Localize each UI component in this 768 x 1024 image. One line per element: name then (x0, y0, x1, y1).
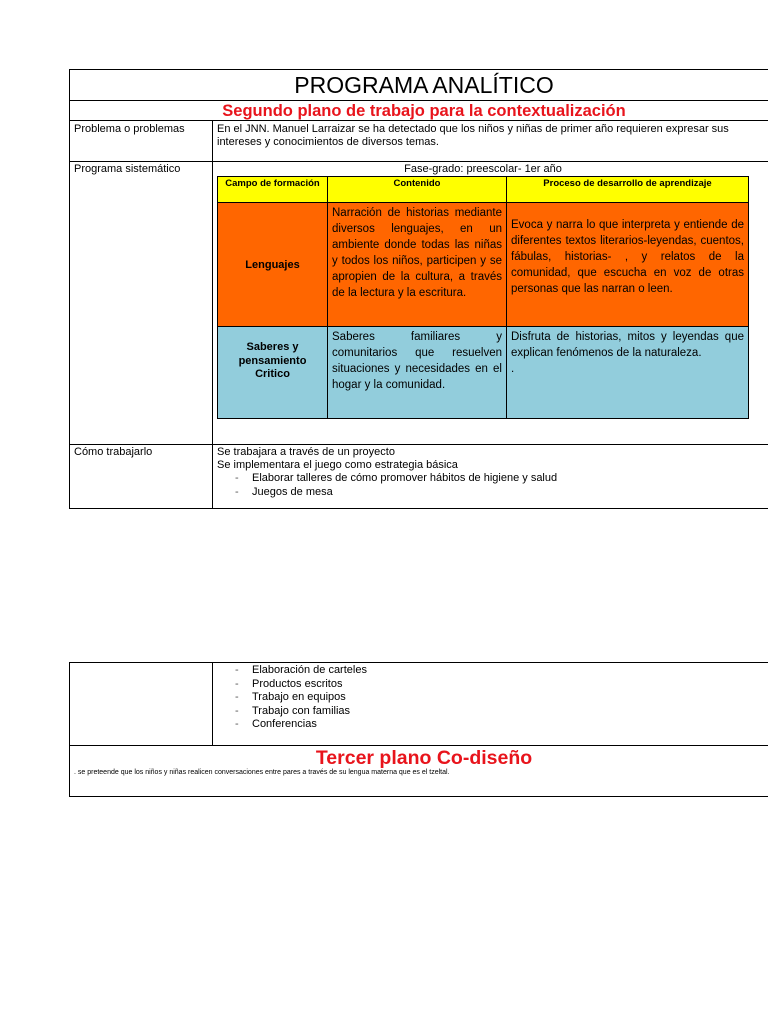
como-content (217, 446, 768, 499)
page-title: PROGRAMA ANALÍTICO (294, 72, 554, 98)
contenido-saberes: Saberes familiares y comunitarios que resuelven situaciones y necesidades en el hogar y la comunidad. (328, 327, 507, 418)
programa-analitico-table (69, 69, 768, 509)
list-item: - Elaboración de carteles (217, 664, 768, 678)
campo-lenguajes-text: Lenguajes (245, 258, 300, 271)
header-contenido (328, 177, 507, 203)
proceso-saberes-text: Disfruta de historias, mitos y leyendas que explican fenómenos de la naturaleza. (511, 331, 744, 359)
divider (70, 444, 768, 445)
list-item: - Conferencias (217, 718, 768, 732)
header-proceso-text: Proceso de desarrollo de aprendizaje (543, 178, 712, 189)
list-item: - Productos escritos (217, 678, 768, 692)
column-divider (212, 663, 213, 745)
tercer-plano-title: Tercer plano Co-diseño (315, 747, 533, 769)
como-label: Cómo trabajarlo (74, 446, 153, 458)
column-divider (212, 120, 213, 509)
campos-table (217, 176, 749, 419)
divider (70, 161, 768, 162)
como-line-1: Se trabajara a través de un proyecto (217, 446, 395, 458)
proceso-lenguajes: Evoca y narra lo que interpreta y entiende de diferentes textos literarios-leyendas, cuentos, fábulas, historias- , y relatos de la comunidad, que escucha en voz de otras personas que las narran o leen. (507, 203, 748, 327)
header-contenido-text: Contenido (393, 178, 441, 189)
section-subtitle: Segundo plano de trabajo para la contextualización (70, 100, 768, 121)
campo-saberes-text: Saberes y pensamiento Critico (238, 341, 307, 380)
campo-lenguajes (218, 203, 328, 327)
fase-grado: Fase-grado: preescolar- 1er año (404, 163, 562, 175)
contenido-lenguajes: Narración de historias mediante diversos lenguajes, en un ambiente donde todas las niñas y todos los niños, participen y se apropien de la cultura, a través de la lectura y la escritura. (328, 203, 507, 327)
como-line-2: Se implementara el juego como estrategia básica (217, 459, 458, 471)
proceso-saberes (507, 327, 748, 418)
como-bullet: - Juegos de mesa (217, 486, 768, 500)
header-campo (218, 177, 328, 203)
list-item: - Trabajo con familias (217, 705, 768, 719)
programa-label: Programa sistemático (74, 163, 181, 175)
problema-label: Problema o problemas (74, 123, 185, 135)
divider (70, 120, 768, 121)
tercer-plano-text: . se preteende que los niños y niñas realicen conversaciones entre pares a través de su lengua materna que es el tzeltal. (74, 769, 450, 776)
continuacion-list (217, 664, 768, 732)
campo-saberes (218, 327, 328, 418)
list-item: - Trabajo en equipos (217, 691, 768, 705)
header-proceso (507, 177, 748, 203)
continuacion-table (69, 662, 768, 797)
header-campo-text: Campo de formación (225, 178, 320, 189)
problema-text: En el JNN. Manuel Larraizar se ha detectado que los niños y niñas de primer año requieren expresar sus intereses y conocimientos de diversos temas. (217, 123, 729, 148)
proceso-saberes-extra: . (511, 363, 515, 375)
como-bullet: - Elaborar talleres de cómo promover hábitos de higiene y salud (217, 472, 768, 486)
